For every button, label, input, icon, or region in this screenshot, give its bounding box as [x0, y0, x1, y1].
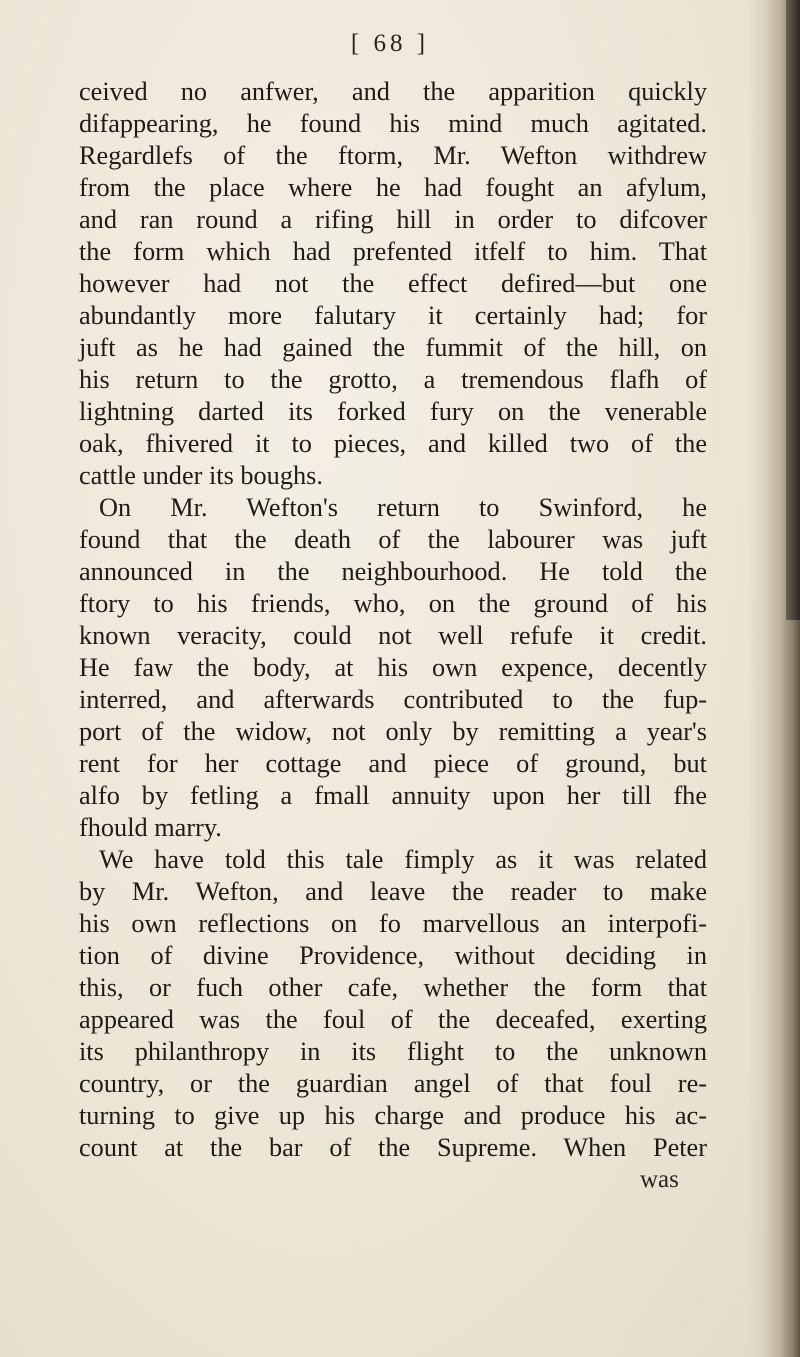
text-line: oak, fhivered it to pieces, and killed two of the: [79, 429, 707, 458]
text-line: by Mr. Wefton, and leave the reader to make: [79, 877, 707, 906]
text-line: fhould marry.: [79, 813, 222, 842]
text-line: juft as he had gained the fummit of the hill, on: [79, 333, 707, 362]
text-line: cattle under its boughs.: [79, 461, 323, 490]
text-line: tion of divine Providence, without deciding in: [79, 941, 707, 970]
text-line: interred, and afterwards contributed to the fup-: [79, 685, 707, 714]
text-line: He faw the body, at his own expence, decently: [79, 653, 707, 682]
body-text: [79, 76, 707, 1164]
text-line: from the place where he had fought an afylum,: [79, 173, 707, 202]
catchword: was: [640, 1166, 679, 1193]
text-line: its philanthropy in its flight to the unknown: [79, 1037, 707, 1066]
text-line: country, or the guardian angel of that foul re-: [79, 1069, 707, 1098]
text-line: turning to give up his charge and produce his ac-: [79, 1101, 707, 1130]
text-line: alfo by fetling a fmall annuity upon her till fhe: [79, 781, 707, 810]
text-line: the form which had prefented itfelf to him. That: [79, 237, 707, 266]
text-line: lightning darted its forked fury on the venerable: [79, 397, 707, 426]
text-line: We have told this tale fimply as it was related: [99, 845, 707, 874]
text-line: found that the death of the labourer was juft: [79, 525, 707, 554]
text-line: count at the bar of the Supreme. When Peter: [79, 1133, 707, 1162]
text-line: and ran round a rifing hill in order to difcover: [79, 205, 707, 234]
text-line: ftory to his friends, who, on the ground of his: [79, 589, 707, 618]
book-spine-edge: [786, 0, 800, 620]
text-line: announced in the neighbourhood. He told the: [79, 557, 707, 586]
text-line: known veracity, could not well refufe it credit.: [79, 621, 707, 650]
text-line: rent for her cottage and piece of ground, but: [79, 749, 707, 778]
page-number: [ 68 ]: [350, 30, 430, 57]
text-line: difappearing, he found his mind much agitated.: [79, 109, 707, 138]
text-line: On Mr. Wefton's return to Swinford, he: [99, 493, 707, 522]
text-line: his return to the grotto, a tremendous flafh of: [79, 365, 707, 394]
text-line: abundantly more falutary it certainly had; for: [79, 301, 707, 330]
text-line: however had not the effect defired—but one: [79, 269, 707, 298]
text-line: ceived no anfwer, and the apparition quickly: [79, 77, 707, 106]
text-line: this, or fuch other cafe, whether the form that: [79, 973, 707, 1002]
text-line: his own reflections on fo marvellous an interpofi-: [79, 909, 707, 938]
text-line: port of the widow, not only by remitting a year's: [79, 717, 707, 746]
text-line: appeared was the foul of the deceafed, exerting: [79, 1005, 707, 1034]
text-line: Regardlefs of the ftorm, Mr. Wefton withdrew: [79, 141, 707, 170]
